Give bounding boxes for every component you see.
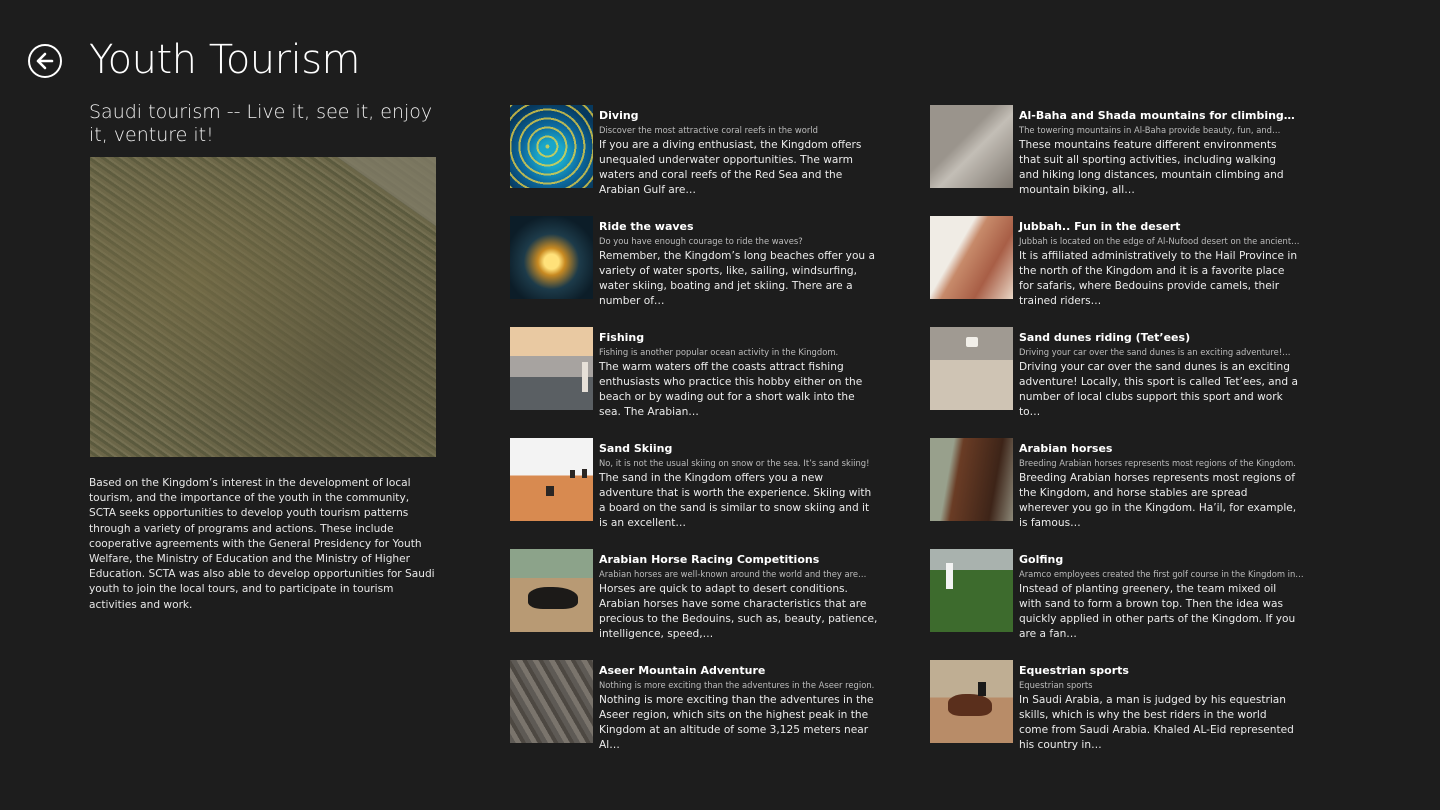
item-title: Golfing bbox=[1019, 553, 1064, 566]
list-item-sand-dunes[interactable] bbox=[930, 327, 1310, 418]
item-title: Sand dunes riding (Tet’ees) bbox=[1019, 331, 1191, 344]
list-item-diving[interactable] bbox=[510, 105, 890, 196]
item-body: Breeding Arabian horses represents most regions of the Kingdom, and horse stables are spread wherever you go in the Kingdom. Ha’il, for example, is famous… bbox=[1019, 472, 1297, 529]
item-subtitle: Aramco employees created the first golf course in the Kingdom in… bbox=[1019, 569, 1304, 579]
item-body: Remember, the Kingdom’s long beaches offer you a variety of water sports, like, sailing, windsurfing, water skiing, boating and jet skiing. There are a number of… bbox=[599, 250, 876, 307]
item-title: Arabian horses bbox=[1019, 442, 1113, 455]
item-title: Al-Baha and Shada mountains for climbing… bbox=[1019, 109, 1295, 122]
golf-image bbox=[930, 549, 1013, 632]
item-title: Diving bbox=[599, 109, 639, 122]
item-title: Equestrian sports bbox=[1019, 664, 1129, 677]
item-subtitle: Do you have enough courage to ride the waves? bbox=[599, 236, 803, 246]
item-body: If you are a diving enthusiast, the Kingdom offers unequaled underwater opportunities. The warm waters and coral reefs of the Red Sea and the Arabian Gulf are… bbox=[599, 139, 862, 196]
list-item-equestrian[interactable] bbox=[930, 660, 1310, 751]
arabian-horses-image bbox=[930, 438, 1013, 521]
waves-image bbox=[510, 216, 593, 299]
item-body: In Saudi Arabia, a man is judged by his equestrian skills, which is why the best riders in the world come from Saudi Arabia. Khaled AL-Eid represented his country in… bbox=[1019, 694, 1294, 751]
list-item-golfing[interactable] bbox=[930, 549, 1310, 640]
item-subtitle: Discover the most attractive coral reefs in the world bbox=[599, 125, 818, 135]
page-title: Youth Tourism bbox=[89, 37, 361, 83]
equestrian-image bbox=[930, 660, 1013, 743]
item-title: Ride the waves bbox=[599, 220, 694, 233]
item-body: The sand in the Kingdom offers you a new adventure that is worth the experience. Skiing with a board on the sand is similar to snow skiing and it is an excellent… bbox=[599, 472, 872, 529]
list-item-fishing[interactable] bbox=[510, 327, 890, 418]
sand-skiing-image bbox=[510, 438, 593, 521]
item-subtitle: No, it is not the usual skiing on snow or the sea. It’s sand skiing! bbox=[599, 458, 870, 468]
activity-list-right bbox=[930, 105, 1310, 771]
back-button[interactable] bbox=[28, 44, 62, 78]
jubbah-image bbox=[930, 216, 1013, 299]
item-title: Sand Skiing bbox=[599, 442, 673, 455]
item-title: Arabian Horse Racing Competitions bbox=[599, 553, 820, 566]
item-subtitle: Equestrian sports bbox=[1019, 680, 1093, 690]
list-item-horse-racing[interactable] bbox=[510, 549, 890, 640]
albaha-image bbox=[930, 105, 1013, 188]
item-body: The warm waters off the coasts attract fishing enthusiasts who practice this hobby either on the beach or by wading out for a short walk into the sea. The Arabian… bbox=[599, 361, 863, 418]
horse-racing-image bbox=[510, 549, 593, 632]
item-subtitle: Fishing is another popular ocean activity in the Kingdom. bbox=[599, 347, 839, 357]
list-item-albaha[interactable] bbox=[930, 105, 1310, 196]
activity-list-left bbox=[510, 105, 890, 771]
item-body: Nothing is more exciting than the adventures in the Aseer region, which sits on the highest peak in the Kingdom at an altitude of some 3,125 meters near Al… bbox=[599, 694, 874, 751]
item-subtitle: Arabian horses are well-known around the world and they are… bbox=[599, 569, 867, 579]
item-subtitle: The towering mountains in Al-Baha provide beauty, fun, and… bbox=[1019, 125, 1281, 135]
item-subtitle: Driving your car over the sand dunes is an exciting adventure!… bbox=[1019, 347, 1291, 357]
item-subtitle: Breeding Arabian horses represents most regions of the Kingdom. bbox=[1019, 458, 1296, 468]
list-item-jubbah[interactable] bbox=[930, 216, 1310, 307]
list-item-aseer[interactable] bbox=[510, 660, 890, 751]
intro-description: Based on the Kingdom’s interest in the development of local tourism, and the importance of the youth in the community, SCTA seeks opportunities to develop youth tourism patterns through a variety of programs and actions. These include cooperative agreements with the General Presidency for Youth Welfare, the Ministry of Education and the Ministry of Higher Education. SCTA was also able to develop opportunities for Saudi youth to join the local tours, and to participate in tourism activities and work. bbox=[89, 477, 435, 611]
intro-subtitle: Saudi tourism -- Live it, see it, enjoy it, venture it! bbox=[89, 101, 433, 146]
item-subtitle: Jubbah is located on the edge of Al-Nufood desert on the ancient… bbox=[1019, 236, 1300, 246]
fishing-image bbox=[510, 327, 593, 410]
aseer-image bbox=[510, 660, 593, 743]
item-body: These mountains feature different environments that suit all sporting activities, including walking and hiking long distances, mountain climbing and mountain biking, all… bbox=[1019, 139, 1284, 196]
list-item-arabian-horses[interactable] bbox=[930, 438, 1310, 529]
list-item-ride-the-waves[interactable] bbox=[510, 216, 890, 307]
back-arrow-icon bbox=[35, 51, 55, 71]
list-item-sand-skiing[interactable] bbox=[510, 438, 890, 529]
item-title: Aseer Mountain Adventure bbox=[599, 664, 766, 677]
item-body: Horses are quick to adapt to desert conditions. Arabian horses have some characteristics that are precious to the Bedouins, such as, beauty, patience, intelligence, speed,… bbox=[599, 583, 878, 640]
item-title: Fishing bbox=[599, 331, 645, 344]
item-title: Jubbah.. Fun in the desert bbox=[1019, 220, 1181, 233]
hero-image bbox=[90, 157, 436, 457]
diving-image bbox=[510, 105, 593, 188]
item-body: Instead of planting greenery, the team mixed oil with sand to form a brown top. Then the idea was quickly applied in other parts of the Kingdom. If you are a fan… bbox=[1019, 583, 1296, 640]
item-body: Driving your car over the sand dunes is an exciting adventure! Locally, this sport is called Tet’ees, and a number of local clubs support this sport and work to… bbox=[1019, 361, 1298, 418]
item-subtitle: Nothing is more exciting than the adventures in the Aseer region. bbox=[599, 680, 875, 690]
item-body: It is affiliated administratively to the Hail Province in the north of the Kingdom and it is a favorite place for safaris, where Bedouins provide camels, their trained riders… bbox=[1019, 250, 1298, 307]
dunes-image bbox=[930, 327, 1013, 410]
